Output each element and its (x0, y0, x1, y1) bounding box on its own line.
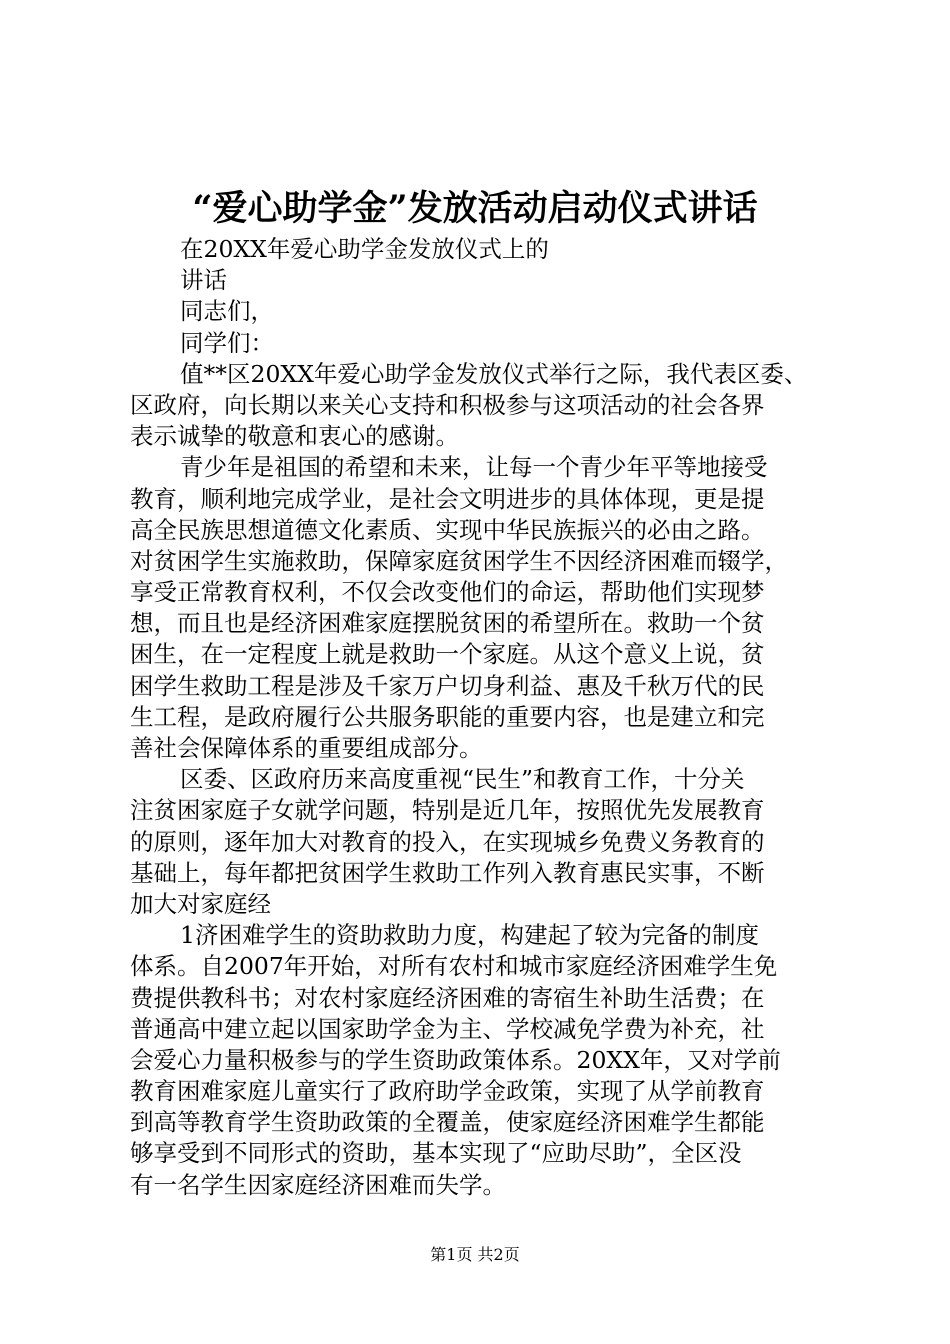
text-line: 善社会保障体系的重要组成部分。 (130, 734, 483, 762)
text-line: 会爱心力量积极参与的学生资助政策体系。20XX年，又对学前 (130, 1045, 781, 1074)
text-line: 同学们： (180, 328, 274, 357)
text-line: 够享受到不同形式的资助，基本实现了“应助尽助”，全区没 (130, 1139, 742, 1168)
text-line: 值**区20XX年爱心助学金发放仪式举行之际，我代表区委、 (180, 359, 808, 388)
text-line: 有一名学生因家庭经济困难而失学。 (130, 1170, 506, 1199)
text-line: 讲话 (180, 266, 227, 295)
document-body (130, 234, 830, 1201)
text-line: 享受正常教育权利，不仅会改变他们的命运，帮助他们实现梦 (130, 578, 765, 607)
text-line: 青少年是祖国的希望和未来，让每一个青少年平等地接受 (180, 453, 768, 482)
text-line: 的原则，逐年加大对教育的投入，在实现城乡免费义务教育的 (130, 827, 765, 856)
text-line: 普通高中建立起以国家助学金为主、学校减免学费为补充，社 (130, 1014, 765, 1043)
text-line: 区政府，向长期以来关心支持和积极参与这项活动的社会各界 (130, 390, 765, 419)
text-line: 到高等教育学生资助政策的全覆盖，使家庭经济困难学生都能 (130, 1108, 765, 1137)
text-line: 困学生救助工程是涉及千家万户切身利益、惠及千秋万代的民 (130, 671, 765, 700)
text-line: 高全民族思想道德文化素质、实现中华民族振兴的必由之路。 (130, 515, 765, 544)
text-line: 同志们， (180, 297, 274, 326)
text-line: 对贫困学生实施救助，保障家庭贫困学生不因经济困难而辍学， (130, 546, 788, 575)
text-line: 生工程，是政府履行公共服务职能的重要内容，也是建立和完 (130, 702, 765, 731)
text-line: 加大对家庭经 (130, 889, 271, 918)
text-line: 教育，顺利地完成学业，是社会文明进步的具体体现，更是提 (130, 484, 765, 513)
text-line: 1济困难学生的资助救助力度，构建起了较为完备的制度 (180, 921, 759, 950)
text-line: 注贫困家庭子女就学问题，特别是近几年，按照优先发展教育 (130, 796, 765, 825)
text-line: 表示诚挚的敬意和衷心的感谢。 (130, 422, 459, 451)
text-line: 困生，在一定程度上就是救助一个家庭。从这个意义上说，贫 (130, 640, 765, 669)
document-title: “爱心助学金”发放活动启动仪式讲话 (192, 188, 758, 229)
text-line: 教育困难家庭儿童实行了政府助学金政策，实现了从学前教育 (130, 1077, 765, 1106)
text-line: 区委、区政府历来高度重视“民生”和教育工作，十分关 (180, 765, 745, 794)
text-line: 在20XX年爱心助学金发放仪式上的 (180, 235, 549, 263)
text-line: 费提供教科书；对农村家庭经济困难的寄宿生补助生活费；在 (130, 983, 765, 1012)
page-footer: 第1页 共2页 (430, 1245, 520, 1264)
text-line: 体系。自2007年开始，对所有农村和城市家庭经济困难学生免 (130, 952, 778, 981)
text-line: 基础上，每年都把贫困学生救助工作列入教育惠民实事，不断 (130, 858, 765, 887)
text-line: 想，而且也是经济困难家庭摆脱贫困的希望所在。救助一个贫 (130, 609, 765, 638)
